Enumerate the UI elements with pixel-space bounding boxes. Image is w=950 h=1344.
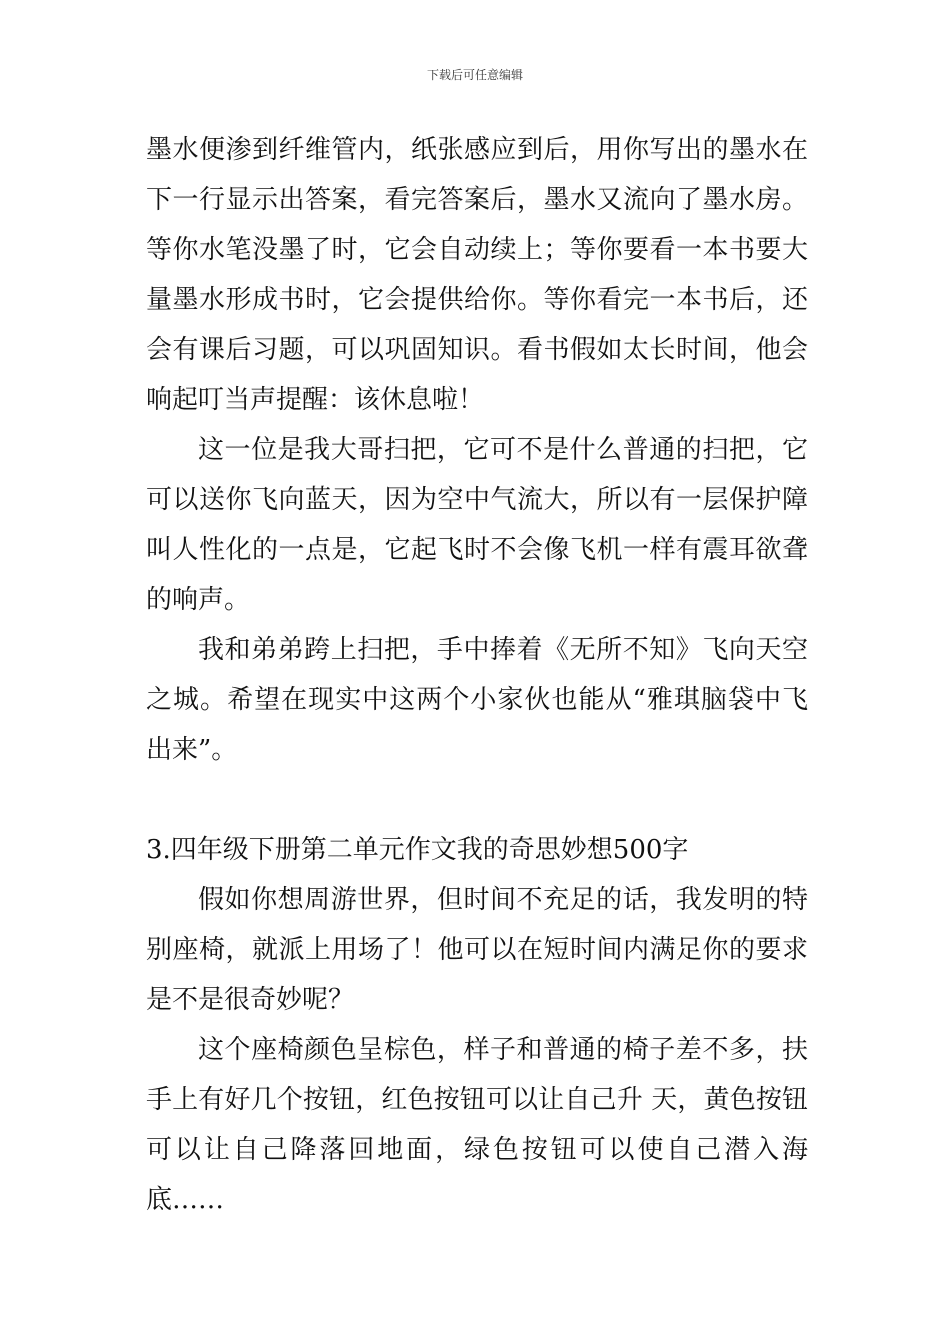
paragraph-ink-pen: 墨水便渗到纤维管内，纸张感应到后，用你写出的墨水在下一行显示出答案，看完答案后，墨水又流向了墨水房。等你水笔没墨了时，它会自动续上；等你要看一本书要大量墨水形成书时，它会提供给你。等你看完一本书后，还会有课后习题，可以巩固知识。看书假如太长时间，他会响起叮当声提醒：该休息啦！ (146, 135, 808, 415)
section-title: 3.四年级下册第二单元作文我的奇思妙想500字 (146, 835, 689, 865)
paragraph-special-chair: 假如你想周游世界，但时间不充足的话，我发明的特别座椅，就派上用场了！他可以在短时间内满足你的要求是不是很奇妙呢？ (146, 885, 808, 1015)
paragraph-chair-buttons: 这个座椅颜色呈棕色，样子和普通的椅子差不多，扶手上有好几个按钮，红色按钮可以让自己升 天，黄色按钮可以让自己降落回地面，绿色按钮可以使自己潜入海底…… (146, 1035, 808, 1215)
page-header-note: 下载后可任意编辑 (426, 68, 523, 82)
paragraph-broom: 这一位是我大哥扫把，它可不是什么普通的扫把，它可以送你飞向蓝天，因为空中气流大，所以有一层保护障叫人性化的一点是，它起飞时不会像飞机一样有震耳欲聋的响声。 (146, 435, 808, 615)
document-body (146, 125, 808, 1225)
paragraph-flight: 我和弟弟跨上扫把，手中捧着《无所不知》飞向天空之城。希望在现实中这两个小家伙也能从“雅琪脑袋中飞出来”。 (146, 635, 808, 765)
